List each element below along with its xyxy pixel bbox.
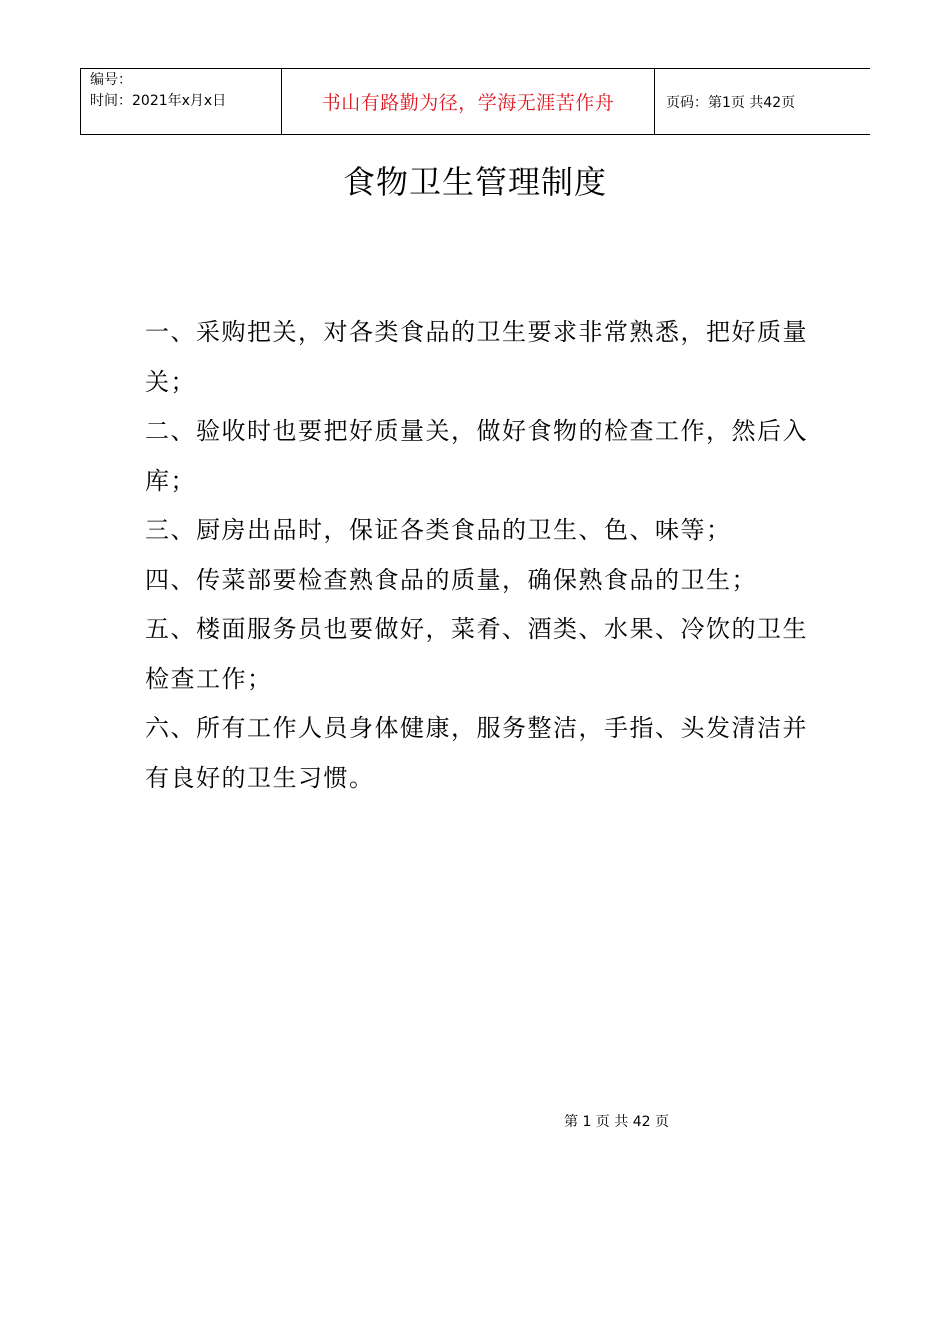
rule-item-4: 四、传菜部要检查熟食品的质量，确保熟食品的卫生； — [145, 565, 757, 594]
header-motto-cell — [282, 69, 655, 134]
document-body — [145, 308, 810, 803]
document-header-table — [80, 68, 870, 135]
page-footer: 第 1 页 共 42 页 — [564, 1114, 669, 1130]
rule-item-2: 二、验收时也要把好质量关，做好食物的检查工作，然后入库； — [145, 417, 808, 495]
rule-item-6: 六、所有工作人员身体健康，服务整洁，手指、头发清洁并有良好的卫生习惯。 — [145, 714, 808, 792]
document-time-label: 时间：2021年x月x日 — [90, 93, 227, 109]
rule-item-3: 三、厨房出品时，保证各类食品的卫生、色、味等； — [145, 516, 732, 544]
header-motto: 书山有路勤为径，学海无涯苦作舟 — [321, 92, 615, 114]
document-number-label: 编号： — [90, 72, 132, 88]
document-title: 食物卫生管理制度 — [342, 163, 607, 201]
rule-item-5: 五、楼面服务员也要做好，菜肴、酒类、水果、冷饮的卫生检查工作； — [145, 615, 808, 693]
header-meta-cell — [81, 69, 282, 134]
header-page-cell — [655, 69, 870, 134]
header-page-info: 页码：第1页 共42页 — [666, 94, 796, 111]
rule-item-1: 一、采购把关，对各类食品的卫生要求非常熟悉，把好质量关； — [145, 318, 808, 396]
